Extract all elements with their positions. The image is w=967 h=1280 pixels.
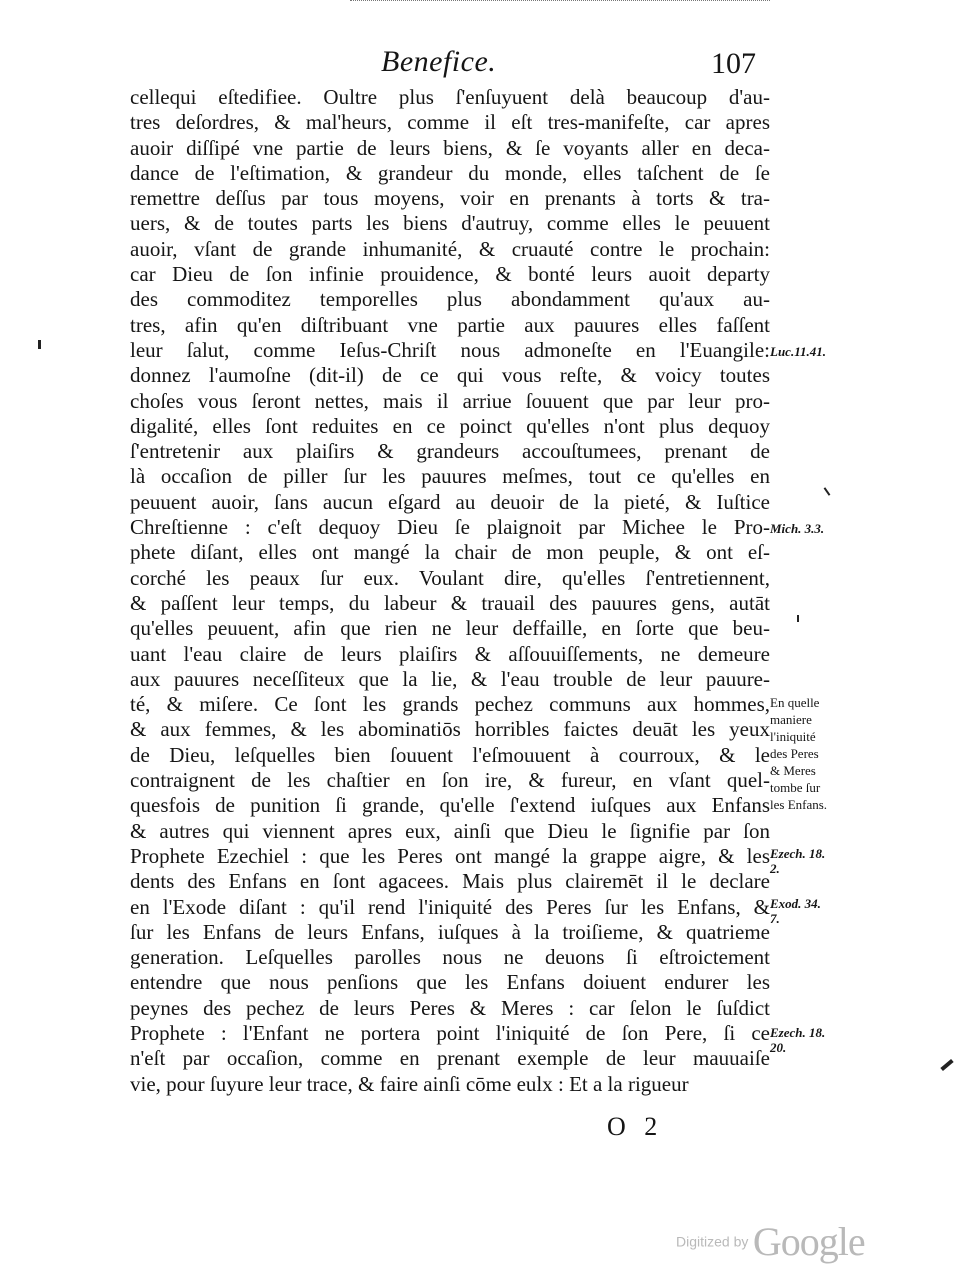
text-line: uant l'eau claire de leurs plaiſirs & aſſouuiſſements, ne demeure <box>130 641 770 666</box>
text-line: auoir diſſipé vne partie de leurs biens, & ſe voyants aller en deca- <box>130 135 770 160</box>
text-line: choſes vous ſeront nettes, mais il arriue ſouuent que par leur pro- <box>130 388 770 413</box>
text-line: té, & miſere. Ce ſont les grands pechez communs aux hommes, <box>130 692 770 717</box>
margin-note-iniquity <box>770 694 850 813</box>
text-line: digalité, elles ſont reduites en ce poinct qu'elles n'ont plus dequoy <box>130 413 770 438</box>
margin-line: 2. <box>770 861 780 876</box>
margin-line: 20. <box>770 1040 787 1055</box>
ink-speck <box>797 615 799 622</box>
margin-line: Luc.11.41. <box>770 344 826 359</box>
text-line: corché les peaux ſur eux. Voulant dire, qu'elles ſ'entretiennent, <box>130 565 770 590</box>
ink-speck <box>38 340 41 349</box>
margin-line: tombe ſur <box>770 780 821 795</box>
text-line: & aux femmes, & les abominatiōs horribles faictes deuāt les yeux <box>130 717 770 742</box>
text-line: auoir, vſant de grande inhumanité, & cruauté contre le prochain: <box>130 236 770 261</box>
text-line: vie, pour ſuyure leur trace, & faire ainſi cōme eulx : Et a la rigueur <box>130 1071 689 1096</box>
margin-line: les Enfans. <box>770 797 828 812</box>
margin-line: En quelle <box>770 695 820 710</box>
text-line: de Dieu, leſquelles bien ſouuent l'eſmouuent à courroux, & le <box>130 742 770 767</box>
text-line: & paſſent leur temps, du labeur & trauail des pauures gens, autāt <box>130 590 770 615</box>
margin-line: des Peres <box>770 746 819 761</box>
top-edge-rule <box>350 0 770 11</box>
margin-line: l'iniquité <box>770 729 816 744</box>
margin-reference-exodus <box>770 896 850 926</box>
margin-line: Mich. 3.3. <box>770 521 825 536</box>
text-line: Prophete : l'Enfant ne portera point l'iniquité de ſon Pere, ſi ce <box>130 1020 770 1045</box>
text-line: en l'Exode diſant : qu'il rend l'iniquité des Peres ſur les Enfans, & <box>130 894 770 919</box>
margin-line: Ezech. 18. <box>770 846 826 861</box>
text-line: ſur les Enfans de leurs Enfans, iuſques à la troiſieme, & quatrieme <box>130 919 770 944</box>
text-line: cellequi eſtedifiee. Oultre plus ſ'enſuyuent delà beaucoup d'au- <box>130 85 770 109</box>
margin-reference-micah <box>770 521 850 536</box>
text-line: peuuent auoir, ſans aucun eſgard au deuoir de la pieté, & Iuſtice <box>130 489 770 514</box>
margin-line: maniere <box>770 712 812 727</box>
watermark-prefix: Digitized by <box>676 1233 749 1250</box>
text-line: dents des Enfans en ſont agacees. Mais plus clairemēt il le declare <box>130 869 770 894</box>
text-line: leur ſalut, comme Ieſus-Chriſt nous admoneſte en l'Euangile: <box>130 337 770 362</box>
ink-speck <box>824 487 831 496</box>
text-line: donnez l'aumoſne (dit-il) de ce qui vous reſte, & voicy toutes <box>130 363 770 388</box>
text-line: qu'elles peuuent, afin que rien ne leur deffaille, en ſorte que beu- <box>130 616 770 641</box>
digitization-watermark <box>676 1218 865 1265</box>
margin-line: & Meres <box>770 763 816 778</box>
margin-reference-luke <box>770 344 850 359</box>
text-line: uers, & de toutes parts les biens d'autruy, comme elles le peuuent <box>130 211 770 236</box>
text-line: ſ'entretenir aux plaiſirs & grandeurs accouſtumees, prenant de <box>130 439 770 464</box>
watermark-brand: Google <box>752 1219 865 1264</box>
text-line: peynes des pechez de leurs Peres & Meres : car ſelon le ſuſdict <box>130 995 770 1020</box>
text-line: tres, afin qu'en diſtribuant vne partie aux pauures elles faſſent <box>130 312 770 337</box>
body-text <box>130 85 770 1097</box>
text-line: phete diſant, elles ont mangé la chair de mon peuple, & ont eſ- <box>130 540 770 565</box>
text-line: n'eſt par occaſion, comme en prenant exemple de leur mauuaiſe <box>130 1046 770 1071</box>
page-number: 107 <box>711 47 756 80</box>
ink-speck <box>940 1059 953 1071</box>
margin-line: 7. <box>770 911 780 926</box>
margin-line: Exod. 34. <box>770 896 821 911</box>
text-line: quesfois de punition ſi grande, qu'elle ſ'extend iuſques aux Enfans <box>130 793 770 818</box>
text-line: & autres qui viennent apres eux, ainſi que Dieu le ſignifie par ſon <box>130 818 770 843</box>
margin-line: Ezech. 18. <box>770 1025 826 1040</box>
text-line: tres deſordres, & mal'heurs, comme il eſt tres-manifeſte, car apres <box>130 110 770 135</box>
text-line: des commoditez temporelles plus abondamment qu'aux au- <box>130 287 770 312</box>
text-line: aux pauures neceſſiteux que la lie, & l'eau trouble de leur pauure- <box>130 666 770 691</box>
margin-reference-ezekiel-18-20 <box>770 1025 850 1055</box>
text-line: dance de l'eſtimation, & grandeur du monde, elles taſchent de ſe <box>130 160 770 185</box>
margin-reference-ezekiel-18-2 <box>770 846 850 876</box>
text-line: car Dieu de ſon infinie prouidence, & bonté leurs auoit departy <box>130 262 770 287</box>
text-line: Prophete Ezechiel : que les Peres ont mangé la grappe aigre, & les <box>130 843 770 868</box>
signature-mark: O 2 <box>607 1112 664 1141</box>
text-line: contraignent de les chaſtier en ſon ire, & fureur, en vſant quel- <box>130 768 770 793</box>
text-line: generation. Leſquelles parolles nous ne deuons ſi eſtroictement <box>130 945 770 970</box>
text-line: entendre que nous penſions que les Enfans doiuent endurer les <box>130 970 770 995</box>
text-line: là occaſion de piller ſur les pauures meſmes, tout ce qu'elles en <box>130 464 770 489</box>
text-line: remettre deſſus par tous moyens, voir en prenants à torts & tra- <box>130 186 770 211</box>
running-head-title: Benefice. <box>381 45 497 78</box>
text-line: Chreſtienne : c'eſt dequoy Dieu ſe plaignoit par Michee le Pro- <box>130 515 770 540</box>
